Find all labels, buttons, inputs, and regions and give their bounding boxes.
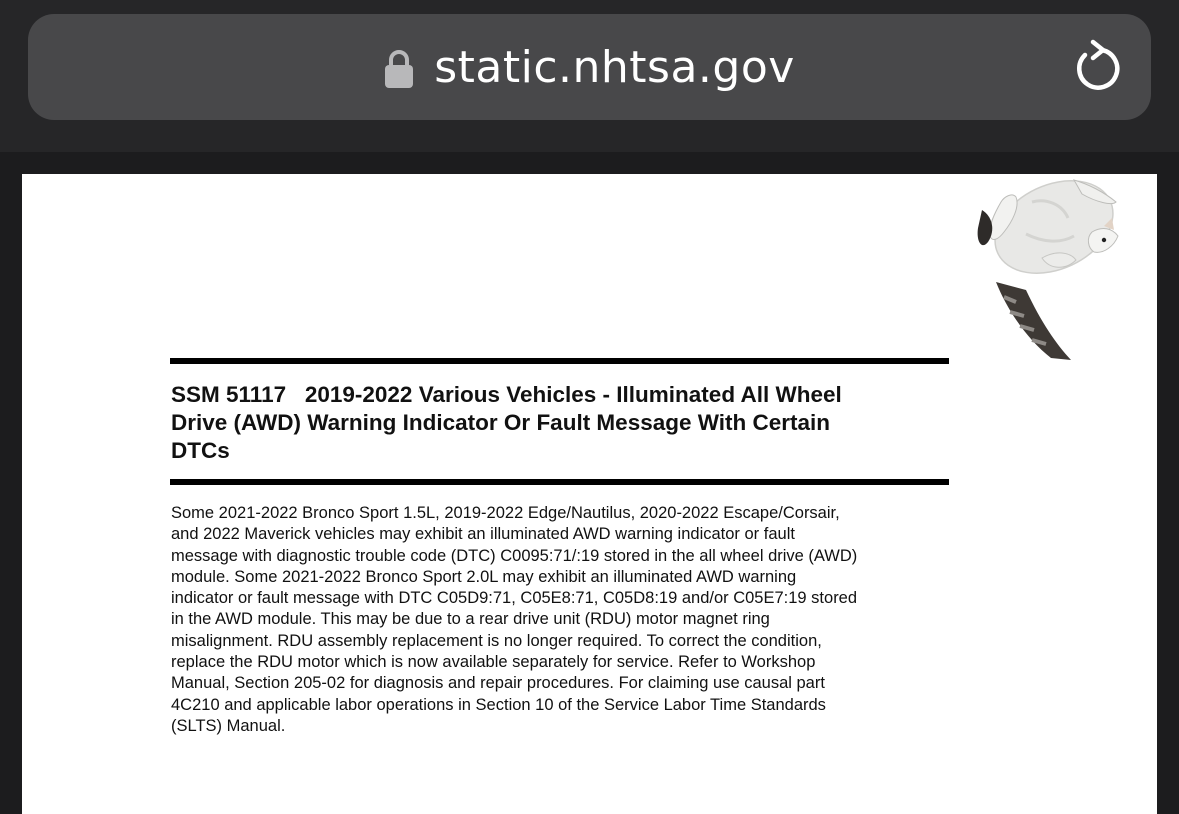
document-body xyxy=(171,503,961,737)
body-line: misalignment. RDU assembly replacement is no longer required. To correct the condition, xyxy=(171,631,822,650)
address-bar[interactable] xyxy=(28,14,1151,120)
body-line: message with diagnostic trouble code (DTC) C0095:71/:19 stored in the all wheel drive (AWD) xyxy=(171,546,858,565)
body-line: in the AWD module. This may be due to a rear drive unit (RDU) motor magnet ring xyxy=(171,610,770,629)
reload-icon[interactable] xyxy=(1072,38,1122,94)
body-line: Some 2021-2022 Bronco Sport 1.5L, 2019-2022 Edge/Nautilus, 2020-2022 Escape/Corsair, xyxy=(171,504,840,522)
cat-sticker xyxy=(946,174,1121,367)
title-line: SSM 51117 2019-2022 Various Vehicles - Illuminated All Wheel xyxy=(171,382,842,407)
body-line: replace the RDU motor which is now available separately for service. Refer to Workshop xyxy=(171,653,816,672)
title-bottom-rule xyxy=(170,479,949,485)
address-bar-content xyxy=(28,14,1151,120)
body-line: and 2022 Maverick vehicles may exhibit an illuminated AWD warning indicator or fault xyxy=(171,525,795,544)
body-line: indicator or fault message with DTC C05D9:71, C05E8:71, C05D8:19 and/or C05E7:19 stored xyxy=(171,589,858,608)
document-title xyxy=(171,381,931,465)
body-line: module. Some 2021-2022 Bronco Sport 2.0L may exhibit an illuminated AWD warning xyxy=(171,567,797,586)
body-line: 4C210 and applicable labor operations in Section 10 of the Service Labor Time Standards xyxy=(171,695,826,714)
url-text: static.nhtsa.gov xyxy=(434,41,795,93)
title-top-rule xyxy=(170,358,949,364)
title-line: DTCs xyxy=(171,438,230,463)
body-line: Manual, Section 205-02 for diagnosis and repair procedures. For claiming use causal part xyxy=(171,674,825,693)
body-line: (SLTS) Manual. xyxy=(171,716,286,735)
document-page xyxy=(22,174,1157,814)
lock-icon xyxy=(384,49,414,89)
title-line: Drive (AWD) Warning Indicator Or Fault Message With Certain xyxy=(171,410,831,435)
browser-toolbar xyxy=(0,0,1179,152)
